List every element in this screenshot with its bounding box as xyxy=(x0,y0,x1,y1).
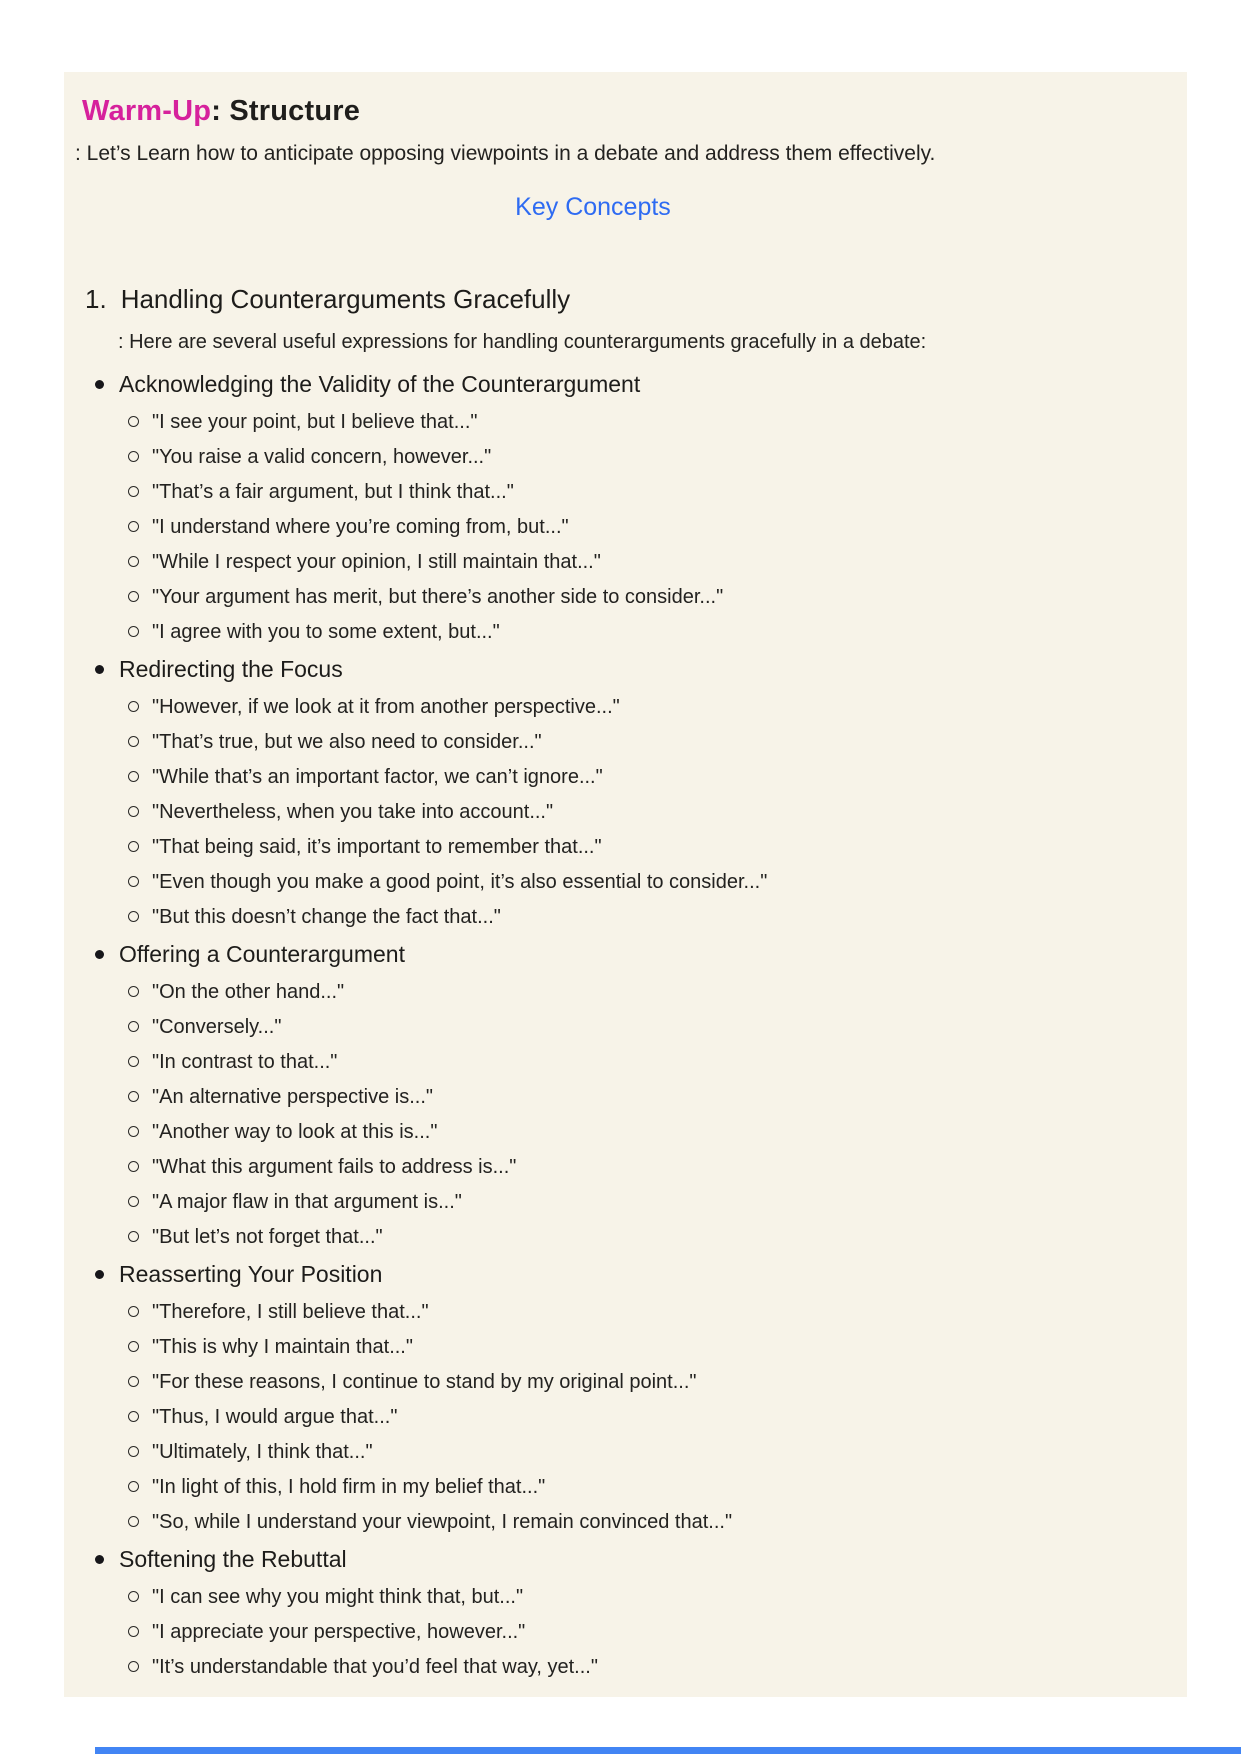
phrase-item xyxy=(75,1655,1151,1679)
phrase-item xyxy=(75,1015,1151,1039)
bottom-accent-bar xyxy=(95,1747,1241,1754)
phrase-item xyxy=(75,1405,1151,1429)
page-title xyxy=(82,94,1151,129)
phrase-item xyxy=(75,515,1151,539)
phrase-text: "Another way to look at this is..." xyxy=(152,1121,438,1143)
phrase-item xyxy=(75,410,1151,434)
phrase-item xyxy=(75,1585,1151,1609)
circle-bullet-icon xyxy=(128,806,139,817)
phrase-text: "Thus, I would argue that..." xyxy=(152,1406,398,1428)
phrase-text: "For these reasons, I continue to stand by my original point..." xyxy=(152,1371,697,1393)
phrase-item xyxy=(75,1620,1151,1644)
phrase-list xyxy=(75,695,1151,929)
phrase-text: "An alternative perspective is..." xyxy=(152,1086,433,1108)
circle-bullet-icon xyxy=(128,556,139,567)
phrase-item xyxy=(75,1050,1151,1074)
circle-bullet-icon xyxy=(128,986,139,997)
phrase-text: "I appreciate your perspective, however..." xyxy=(152,1621,526,1643)
phrase-item xyxy=(75,1190,1151,1214)
circle-bullet-icon xyxy=(128,1661,139,1672)
phrase-item xyxy=(75,620,1151,644)
circle-bullet-icon xyxy=(128,591,139,602)
phrase-item xyxy=(75,800,1151,824)
section-title: Handling Counterarguments Gracefully xyxy=(120,284,571,314)
category-title: Softening the Rebuttal xyxy=(119,1546,347,1572)
circle-bullet-icon xyxy=(128,911,139,922)
category-header xyxy=(75,370,1151,398)
phrase-text: "But this doesn’t change the fact that..." xyxy=(152,906,501,928)
phrase-text: "While I respect your opinion, I still maintain that..." xyxy=(152,551,601,573)
phrase-item xyxy=(75,1300,1151,1324)
circle-bullet-icon xyxy=(128,736,139,747)
phrase-text: "That’s true, but we also need to consider..." xyxy=(152,731,542,753)
phrase-item xyxy=(75,765,1151,789)
phrase-item xyxy=(75,1155,1151,1179)
category-header xyxy=(75,1545,1151,1573)
worksheet-panel xyxy=(64,72,1187,1697)
circle-bullet-icon xyxy=(128,1196,139,1207)
subtitle: : Let’s Learn how to anticipate opposing viewpoints in a debate and address them effectively. xyxy=(75,142,936,165)
phrase-item xyxy=(75,870,1151,894)
circle-bullet-icon xyxy=(128,771,139,782)
circle-bullet-icon xyxy=(128,1341,139,1352)
circle-bullet-icon xyxy=(128,521,139,532)
key-concepts-heading: Key Concepts xyxy=(515,193,671,221)
circle-bullet-icon xyxy=(128,1626,139,1637)
phrase-text: "This is why I maintain that..." xyxy=(152,1336,413,1358)
phrase-list xyxy=(75,1300,1151,1534)
title-highlight: Warm-Up xyxy=(82,95,212,127)
category-title: Acknowledging the Validity of the Counterargument xyxy=(119,371,641,397)
phrase-item xyxy=(75,1370,1151,1394)
phrase-text: "In light of this, I hold firm in my belief that..." xyxy=(152,1476,546,1498)
phrase-text: "Nevertheless, when you take into account..." xyxy=(152,801,554,823)
circle-bullet-icon xyxy=(128,486,139,497)
circle-bullet-icon xyxy=(128,1591,139,1602)
phrase-list xyxy=(75,410,1151,644)
phrase-item xyxy=(75,550,1151,574)
phrase-item xyxy=(75,1085,1151,1109)
phrase-text: "On the other hand..." xyxy=(152,981,345,1003)
phrase-item xyxy=(75,480,1151,504)
circle-bullet-icon xyxy=(128,1376,139,1387)
phrase-item xyxy=(75,445,1151,469)
phrase-item xyxy=(75,980,1151,1004)
category-header xyxy=(75,1260,1151,1288)
circle-bullet-icon xyxy=(128,1516,139,1527)
phrase-item xyxy=(75,1440,1151,1464)
phrase-text: "Ultimately, I think that..." xyxy=(152,1441,373,1463)
category-title: Redirecting the Focus xyxy=(119,656,343,682)
title-rest: : Structure xyxy=(211,95,361,127)
disc-bullet-icon xyxy=(95,950,104,959)
phrase-text: "What this argument fails to address is..." xyxy=(152,1156,517,1178)
phrase-text: "I can see why you might think that, but..." xyxy=(152,1586,524,1608)
phrase-item xyxy=(75,695,1151,719)
phrase-text: "That being said, it’s important to remember that..." xyxy=(152,836,602,858)
phrase-text: "I agree with you to some extent, but..." xyxy=(152,621,500,643)
phrase-text: "That’s a fair argument, but I think that..." xyxy=(152,481,514,503)
disc-bullet-icon xyxy=(95,1555,104,1564)
category-title: Offering a Counterargument xyxy=(119,941,405,967)
phrase-item xyxy=(75,1120,1151,1144)
phrase-text: "But let’s not forget that..." xyxy=(152,1226,383,1248)
circle-bullet-icon xyxy=(128,1306,139,1317)
phrase-text: "A major flaw in that argument is..." xyxy=(152,1191,462,1213)
phrase-text: "I see your point, but I believe that..." xyxy=(152,411,478,433)
circle-bullet-icon xyxy=(128,701,139,712)
phrase-text: "Conversely..." xyxy=(152,1016,282,1038)
circle-bullet-icon xyxy=(128,626,139,637)
phrase-list xyxy=(75,1585,1151,1679)
phrase-text: "So, while I understand your viewpoint, I remain convinced that..." xyxy=(152,1511,733,1533)
category-title: Reasserting Your Position xyxy=(119,1261,383,1287)
phrase-text: "While that’s an important factor, we can’t ignore..." xyxy=(152,766,603,788)
phrase-text: "However, if we look at it from another perspective..." xyxy=(152,696,620,718)
disc-bullet-icon xyxy=(95,665,104,674)
phrase-item xyxy=(75,1335,1151,1359)
circle-bullet-icon xyxy=(128,416,139,427)
phrase-text: "Even though you make a good point, it’s also essential to consider..." xyxy=(152,871,768,893)
section-intro: : Here are several useful expressions for handling counterarguments gracefully in a debate: xyxy=(118,331,927,353)
phrase-text: "Therefore, I still believe that..." xyxy=(152,1301,429,1323)
section-heading xyxy=(85,283,1151,315)
category-header xyxy=(75,940,1151,968)
phrase-item xyxy=(75,1475,1151,1499)
phrase-item xyxy=(75,905,1151,929)
disc-bullet-icon xyxy=(95,1270,104,1279)
circle-bullet-icon xyxy=(128,1161,139,1172)
phrase-text: "It’s understandable that you’d feel that way, yet..." xyxy=(152,1656,598,1678)
phrase-item xyxy=(75,1510,1151,1534)
section-number: 1. xyxy=(85,284,107,314)
phrase-text: "You raise a valid concern, however..." xyxy=(152,446,492,468)
phrase-item xyxy=(75,835,1151,859)
phrase-item xyxy=(75,1225,1151,1249)
circle-bullet-icon xyxy=(128,1126,139,1137)
circle-bullet-icon xyxy=(128,1091,139,1102)
circle-bullet-icon xyxy=(128,1481,139,1492)
circle-bullet-icon xyxy=(128,451,139,462)
phrase-item xyxy=(75,585,1151,609)
circle-bullet-icon xyxy=(128,1056,139,1067)
category-header xyxy=(75,655,1151,683)
circle-bullet-icon xyxy=(128,1411,139,1422)
phrase-text: "In contrast to that..." xyxy=(152,1051,338,1073)
phrase-item xyxy=(75,730,1151,754)
disc-bullet-icon xyxy=(95,380,104,389)
circle-bullet-icon xyxy=(128,876,139,887)
circle-bullet-icon xyxy=(128,1231,139,1242)
circle-bullet-icon xyxy=(128,841,139,852)
phrase-text: "Your argument has merit, but there’s another side to consider..." xyxy=(152,586,724,608)
circle-bullet-icon xyxy=(128,1446,139,1457)
circle-bullet-icon xyxy=(128,1021,139,1032)
phrase-list xyxy=(75,980,1151,1249)
phrase-text: "I understand where you’re coming from, but..." xyxy=(152,516,569,538)
categories-list xyxy=(75,370,1151,1679)
